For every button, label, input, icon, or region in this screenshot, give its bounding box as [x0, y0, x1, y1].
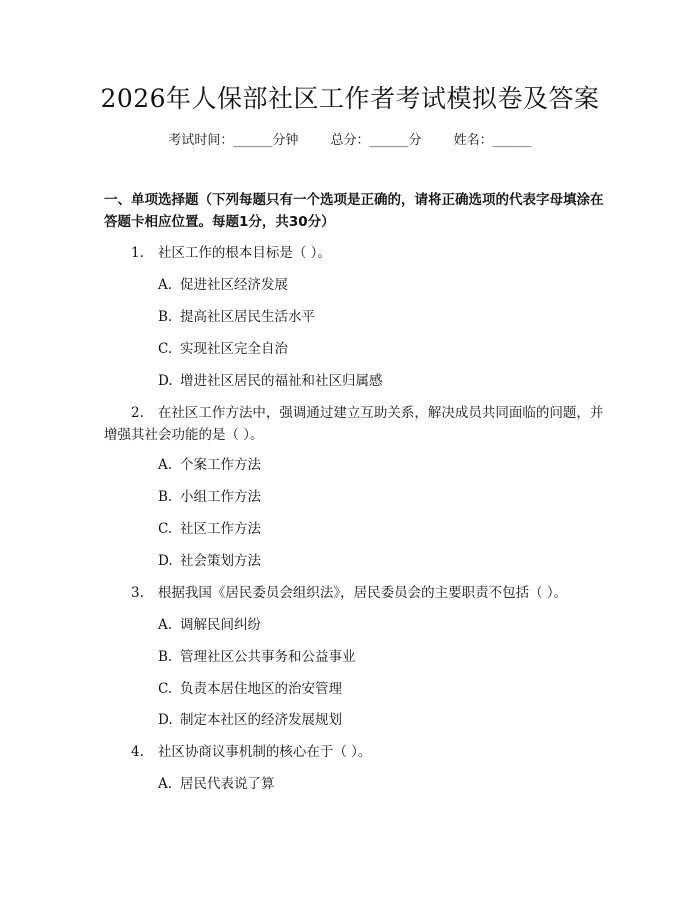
option-text: 调解民间纠纷 — [180, 617, 261, 633]
option-text: 个案工作方法 — [180, 457, 261, 473]
option-1c — [158, 340, 598, 358]
option-letter: D. — [158, 712, 173, 728]
option-letter: B. — [158, 309, 173, 325]
option-text: 提高社区居民生活水平 — [180, 309, 315, 325]
section-heading: 一、单项选择题（下列每题只有一个选项是正确的，请将正确选项的代表字母填涂在答题卡相应位置。每题1分，共30分） — [104, 192, 604, 230]
option-3c — [158, 680, 598, 698]
option-1b — [158, 308, 598, 326]
option-text: 社会策划方法 — [180, 553, 261, 569]
document-title: 2026年人保部社区工作者考试模拟卷及答案 — [100, 84, 600, 113]
total-score-field: 总分：______分 — [330, 133, 422, 148]
option-1d — [158, 372, 598, 390]
question-number: 1. — [131, 245, 144, 261]
option-letter: A. — [158, 776, 173, 792]
question-text: 根据我国《居民委员会组织法》，居民委员会的主要职责不包括（ ）。 — [157, 585, 568, 601]
option-3b — [158, 648, 598, 666]
option-text: 小组工作方法 — [180, 489, 261, 505]
question-number: 3. — [131, 585, 144, 601]
option-text: 实现社区完全自治 — [180, 341, 288, 357]
question-2 — [104, 402, 604, 446]
option-text: 制定本社区的经济发展规划 — [180, 712, 342, 728]
option-text: 促进社区经济发展 — [180, 277, 288, 293]
question-number: 2. — [131, 405, 144, 421]
option-3a — [158, 616, 598, 634]
option-2a — [158, 456, 598, 474]
exam-time-field: 考试时间：______分钟 — [168, 133, 299, 148]
option-2b — [158, 488, 598, 506]
option-text: 管理社区公共事务和公益事业 — [180, 649, 356, 665]
option-letter: A. — [158, 277, 173, 293]
option-letter: B. — [158, 489, 173, 505]
question-text: 在社区工作方法中，强调通过建立互助关系，解决成员共同面临的问题，并增强其社会功能的是（ ）。 — [104, 405, 604, 443]
question-text: 社区工作的根本目标是（ ）。 — [157, 245, 331, 261]
option-text: 社区工作方法 — [180, 521, 261, 537]
option-2c — [158, 520, 598, 538]
option-letter: A. — [158, 617, 173, 633]
question-text: 社区协商议事机制的核心在于（ ）。 — [157, 744, 372, 760]
option-letter: B. — [158, 649, 173, 665]
option-letter: D. — [158, 553, 173, 569]
exam-meta-line — [0, 132, 700, 150]
option-2d — [158, 552, 598, 570]
option-letter: C. — [158, 521, 173, 537]
option-text: 居民代表说了算 — [180, 776, 275, 792]
option-text: 负责本居住地区的治安管理 — [180, 681, 342, 697]
question-1 — [104, 242, 604, 264]
option-4a — [158, 775, 598, 793]
question-number: 4. — [131, 744, 144, 760]
option-1a — [158, 276, 598, 294]
option-letter: D. — [158, 373, 173, 389]
name-field: 姓名：______ — [453, 133, 532, 148]
option-letter: C. — [158, 341, 173, 357]
question-4 — [104, 741, 604, 763]
option-text: 增进社区居民的福祉和社区归属感 — [180, 373, 383, 389]
question-3 — [104, 582, 604, 604]
option-3d — [158, 711, 598, 729]
option-letter: C. — [158, 681, 173, 697]
option-letter: A. — [158, 457, 173, 473]
